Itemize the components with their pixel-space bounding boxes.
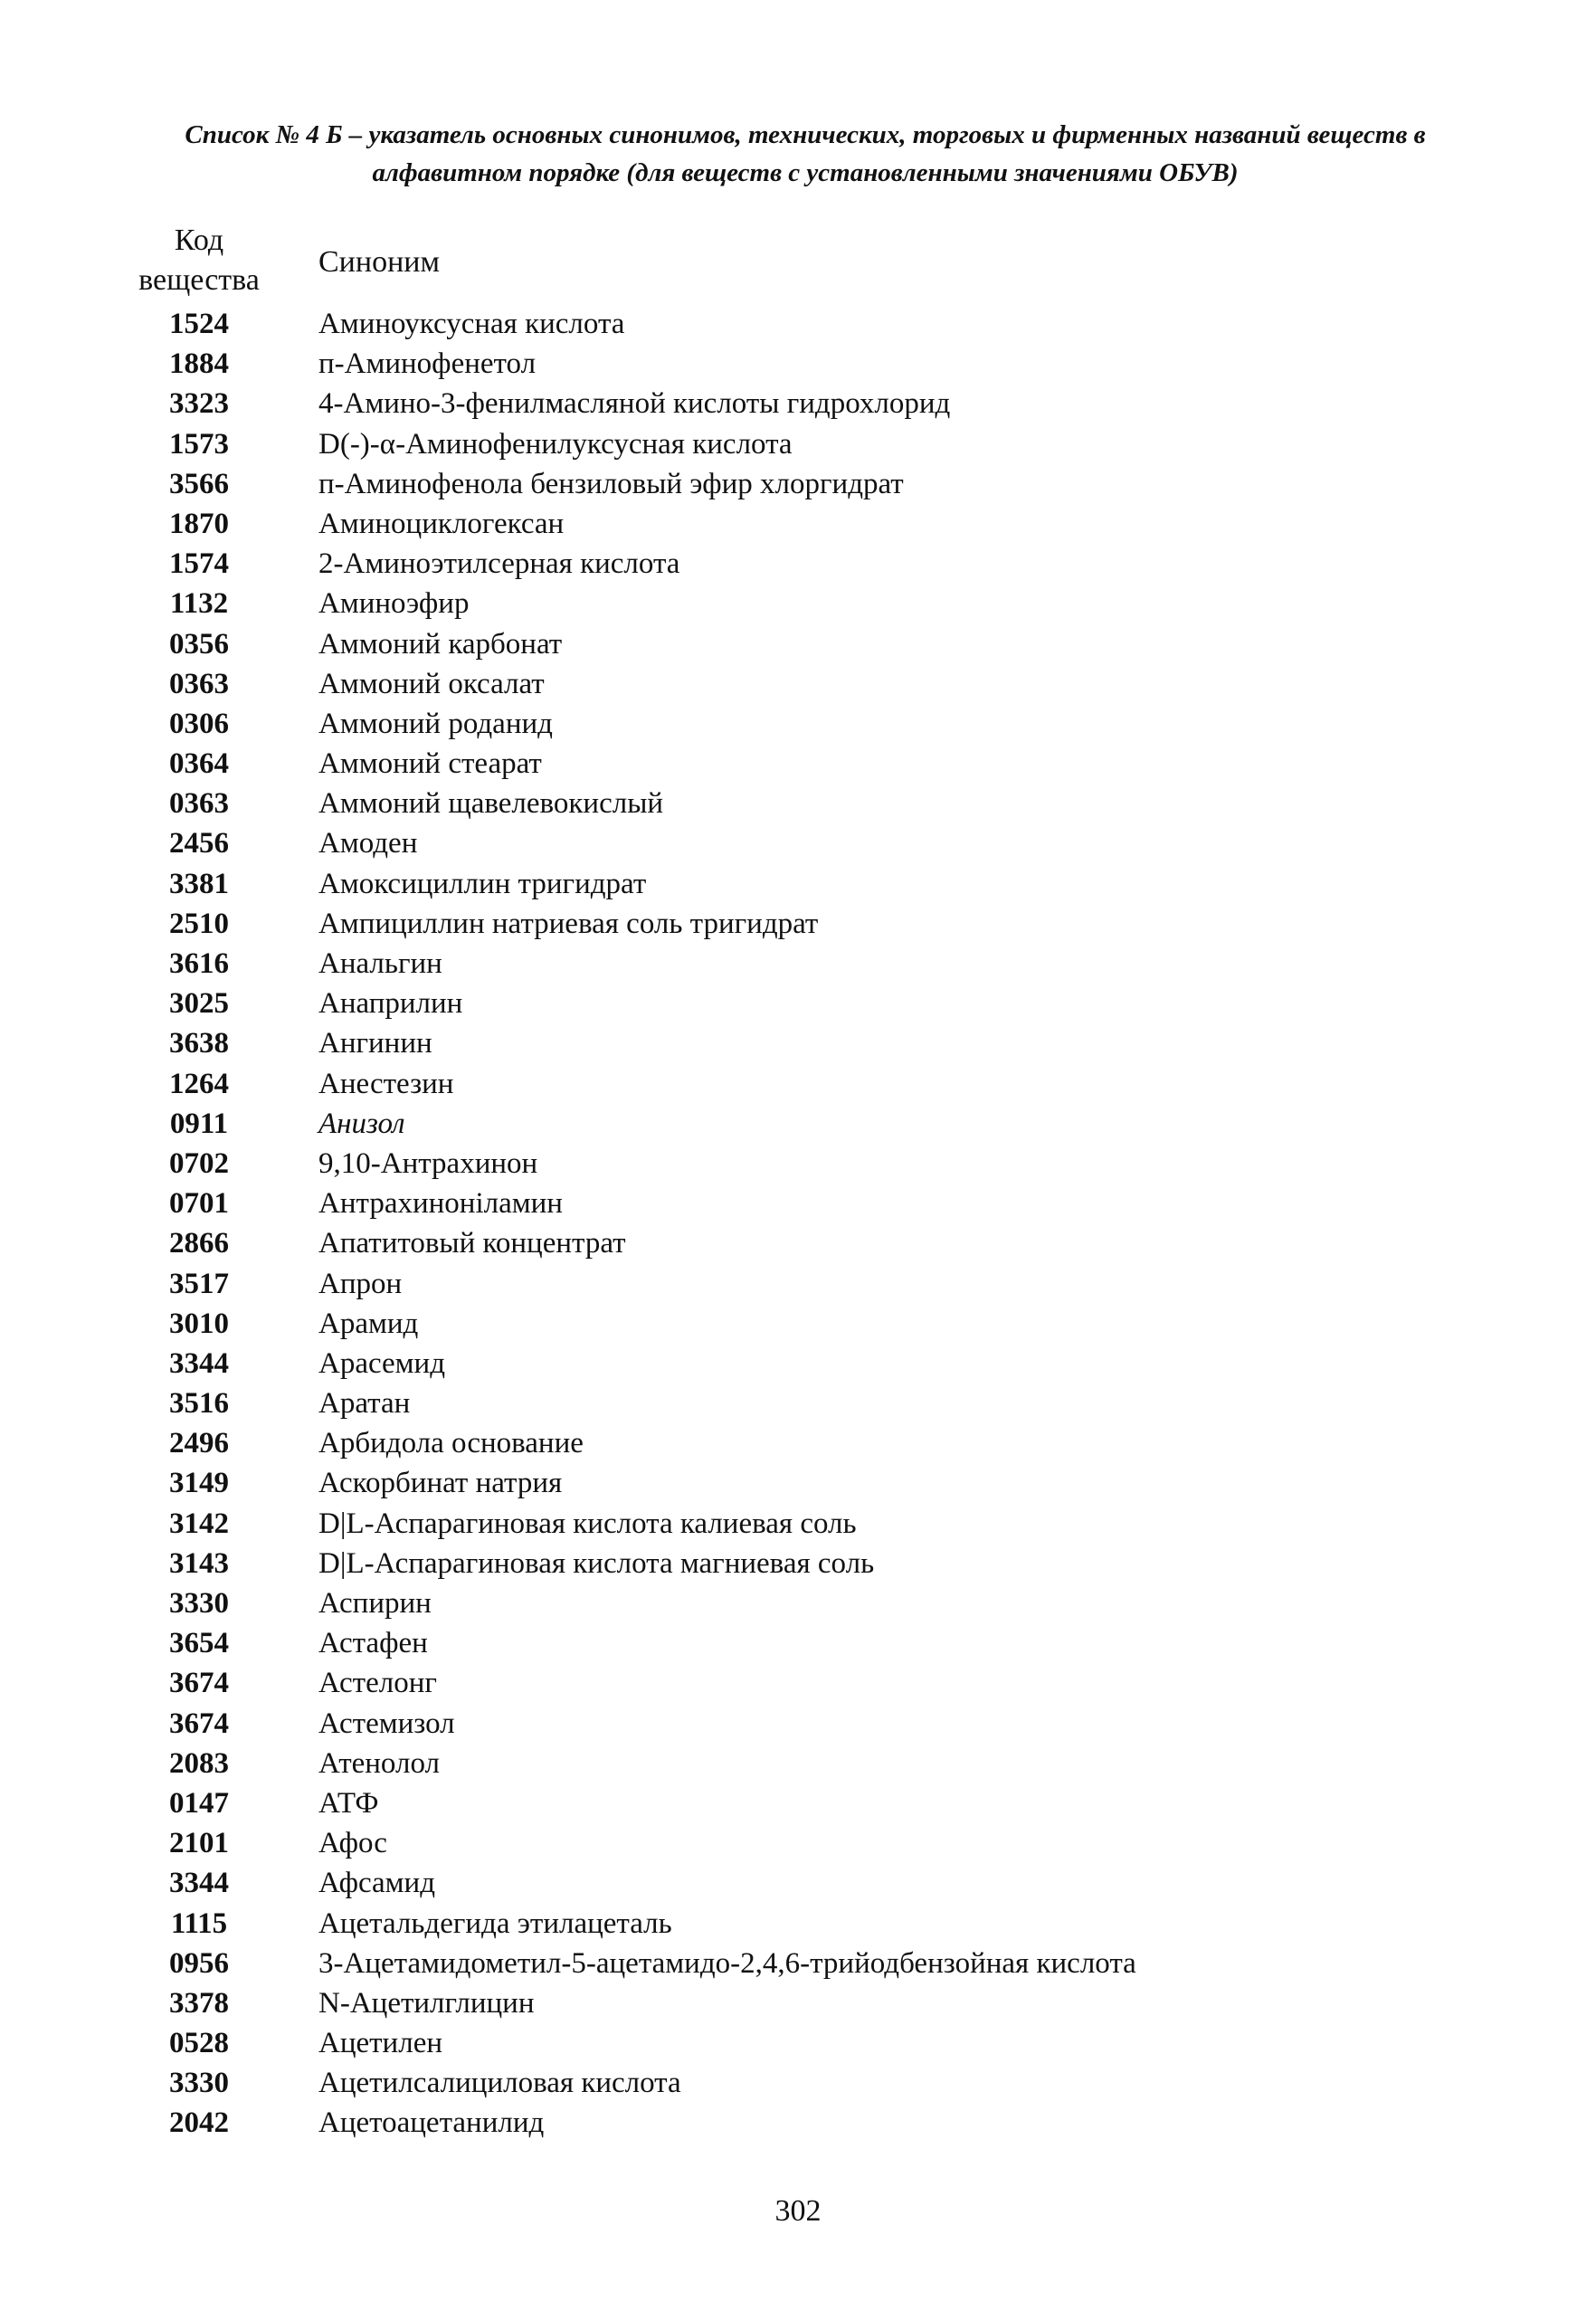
- synonym-name: Астафен: [318, 1627, 428, 1660]
- substance-code: 3638: [169, 1027, 229, 1060]
- table-row: [127, 1983, 1484, 2023]
- header-line-1: Список № 4 Б – указатель основных синонимов, технических, торговых и фирменных названий веществ в: [185, 120, 1426, 149]
- synonym-name: Ангинин: [318, 1027, 432, 1060]
- substance-code: 0306: [169, 707, 229, 740]
- table-row: [127, 584, 1484, 623]
- table-row: [127, 984, 1484, 1023]
- substance-code: 0911: [169, 1107, 229, 1140]
- substance-code: 1870: [169, 507, 229, 540]
- table-row: [127, 504, 1484, 544]
- table-row: [127, 544, 1484, 584]
- table-row: [127, 1264, 1484, 1304]
- substance-code: 0956: [169, 1946, 229, 1980]
- table-row: [127, 1863, 1484, 1903]
- synonym-name: Арамид: [318, 1307, 419, 1340]
- substance-code: 3517: [169, 1267, 229, 1300]
- synonym-name: Ацетилсалициловая кислота: [318, 2067, 681, 2100]
- synonym-name: N-Ацетилглицин: [318, 1986, 535, 2020]
- page-header: [109, 116, 1502, 192]
- substance-code: 0356: [169, 627, 229, 661]
- substance-code: 3344: [169, 1346, 229, 1380]
- column-header-code-line-1: Код: [174, 223, 224, 257]
- table-row: [127, 1663, 1484, 1703]
- synonym-name: Апрон: [318, 1267, 403, 1300]
- substance-code: 3330: [169, 1587, 229, 1620]
- synonym-name: 4-Амино-3-фенилмасляной кислоты гидрохлорид: [318, 387, 951, 421]
- table-row: [127, 1383, 1484, 1423]
- synonym-name: D|L-Аспарагиновая кислота калиевая соль: [318, 1507, 857, 1540]
- substance-code: 0363: [169, 667, 229, 700]
- substance-code: 0363: [169, 787, 229, 821]
- synonym-name: 3-Ацетамидометил-5-ацетамидо-2,4,6-трийодбензойная кислота: [318, 1946, 1136, 1980]
- synonym-name: Афос: [318, 1827, 387, 1860]
- synonym-name: Аммоний щавелевокислый: [318, 787, 664, 821]
- synonym-name: Анальгин: [318, 947, 442, 980]
- synonym-name: Ацетальдегида этилацеталь: [318, 1906, 672, 1940]
- table-row: [127, 704, 1484, 744]
- page-number: 302: [774, 2194, 822, 2228]
- table-row: [127, 1544, 1484, 1583]
- substance-code: 3142: [169, 1507, 229, 1540]
- synonym-name: Анизол: [318, 1107, 405, 1140]
- synonym-name: Амоксициллин тригидрат: [318, 867, 647, 900]
- table-row: [127, 1104, 1484, 1144]
- table-row: [127, 624, 1484, 664]
- table-row: [127, 304, 1484, 344]
- synonym-name: Аммоний роданид: [318, 707, 553, 740]
- table-row: [127, 384, 1484, 423]
- synonym-name: Афсамид: [318, 1867, 435, 1900]
- table-row: [127, 1463, 1484, 1503]
- table-row: [127, 1783, 1484, 1823]
- substance-code: 2083: [169, 1746, 229, 1780]
- synonym-name: Атенолол: [318, 1746, 440, 1780]
- substance-code: 3566: [169, 467, 229, 500]
- table-row: [127, 1744, 1484, 1783]
- substance-code: 3654: [169, 1627, 229, 1660]
- synonym-name: Аммоний стеарат: [318, 747, 542, 781]
- synonym-name: Аммоний карбонат: [318, 627, 563, 661]
- substance-code: 0701: [169, 1187, 229, 1221]
- synonym-name: Ацетоацетанилид: [318, 2106, 545, 2140]
- column-header-code: [127, 221, 271, 300]
- synonym-name: Ампициллин натриевая соль тригидрат: [318, 907, 819, 940]
- substance-code: 1132: [169, 587, 229, 621]
- table-header: [127, 221, 1484, 302]
- substance-code: 3616: [169, 947, 229, 980]
- substance-code: 2042: [169, 2106, 229, 2140]
- synonym-name: Арасемид: [318, 1346, 446, 1380]
- substance-code: 3381: [169, 867, 229, 900]
- substance-code: 3010: [169, 1307, 229, 1340]
- table-row: [127, 1223, 1484, 1263]
- table-row: [127, 2023, 1484, 2063]
- synonym-name: Аминоэфир: [318, 587, 470, 621]
- table-row: [127, 904, 1484, 944]
- substance-code: 2496: [169, 1427, 229, 1460]
- substance-code: 3143: [169, 1546, 229, 1580]
- synonym-name: Антрахиноніламин: [318, 1187, 563, 1221]
- synonym-name: Анаприлин: [318, 987, 463, 1021]
- synonym-name: Аминоуксусная кислота: [318, 308, 625, 340]
- substance-code: 3516: [169, 1387, 229, 1421]
- substance-code: 3149: [169, 1467, 229, 1500]
- synonym-name: Аскорбинат натрия: [318, 1467, 563, 1500]
- table-row: [127, 1023, 1484, 1063]
- substance-code: 3378: [169, 1986, 229, 2020]
- substance-code: 1573: [169, 427, 229, 461]
- substance-code: 2866: [169, 1227, 229, 1260]
- synonym-name: Ацетилен: [318, 2027, 442, 2060]
- column-header-synonym: Синоним: [318, 245, 440, 279]
- table-row: [127, 864, 1484, 904]
- substance-code: 2101: [169, 1827, 229, 1860]
- table-row: [127, 1904, 1484, 1944]
- synonym-name: Аспирин: [318, 1587, 432, 1620]
- table-row: [127, 464, 1484, 504]
- substance-code: 0364: [169, 747, 229, 781]
- substance-code: 3674: [169, 1667, 229, 1700]
- table-row: [127, 1304, 1484, 1344]
- table-row: [127, 823, 1484, 863]
- substance-code: 3330: [169, 2067, 229, 2100]
- synonym-name: 2-Аминоэтилсерная кислота: [318, 547, 680, 581]
- column-header-code-line-2: вещества: [138, 263, 260, 297]
- table-row: [127, 344, 1484, 384]
- table-row: [127, 664, 1484, 704]
- substance-code: 1884: [169, 347, 229, 381]
- synonym-name: D|L-Аспарагиновая кислота магниевая соль: [318, 1546, 875, 1580]
- synonym-name: п-Аминофенола бензиловый эфир хлоргидрат: [318, 467, 904, 500]
- table-row: [127, 1144, 1484, 1184]
- table-row: [127, 944, 1484, 984]
- table-row: [127, 1823, 1484, 1863]
- table-row: [127, 1504, 1484, 1544]
- table-row: [127, 1064, 1484, 1104]
- substance-code: 2510: [169, 907, 229, 940]
- substance-code: 0147: [169, 1786, 229, 1820]
- synonym-name: Астемизол: [318, 1707, 455, 1740]
- table-row: [127, 1623, 1484, 1663]
- synonym-name: АТФ: [318, 1786, 379, 1820]
- table-row: [127, 1583, 1484, 1623]
- substance-code: 3025: [169, 987, 229, 1021]
- substance-code: 0702: [169, 1146, 229, 1180]
- synonym-name: D(-)-α-Аминофенилуксусная кислота: [318, 427, 793, 461]
- substance-code: 0528: [169, 2027, 229, 2060]
- table-row: [127, 2103, 1484, 2143]
- synonym-name: Амоден: [318, 827, 418, 860]
- substance-code: 1524: [169, 308, 229, 340]
- substance-code: 1574: [169, 547, 229, 581]
- synonym-name: 9,10-Антрахинон: [318, 1146, 538, 1180]
- synonym-name: Анестезин: [318, 1067, 454, 1100]
- substance-code: 1264: [169, 1067, 229, 1100]
- table-row: [127, 424, 1484, 464]
- table-row: [127, 784, 1484, 823]
- synonym-name: Апатитовый концентрат: [318, 1227, 626, 1260]
- substance-code: 1115: [170, 1906, 228, 1940]
- table-row: [127, 1423, 1484, 1463]
- synonym-name: Аратан: [318, 1387, 411, 1421]
- synonym-name: Аминоциклогексан: [318, 507, 565, 540]
- synonym-name: Арбидола основание: [318, 1427, 584, 1460]
- table-row: [127, 1944, 1484, 1983]
- synonym-list: [127, 304, 1484, 2144]
- synonym-name: Астелонг: [318, 1667, 437, 1700]
- synonym-name: п-Аминофенетол: [318, 347, 537, 381]
- table-row: [127, 1344, 1484, 1383]
- table-row: [127, 744, 1484, 784]
- table-row: [127, 2063, 1484, 2103]
- substance-code: 3674: [169, 1707, 229, 1740]
- synonym-name: Аммоний оксалат: [318, 667, 545, 700]
- table-row: [127, 1704, 1484, 1744]
- table-row: [127, 1184, 1484, 1223]
- substance-code: 3323: [169, 387, 229, 421]
- substance-code: 3344: [169, 1867, 229, 1900]
- substance-code: 2456: [169, 827, 229, 860]
- header-line-2: алфавитном порядке (для веществ с установленными значениями ОБУВ): [372, 158, 1239, 187]
